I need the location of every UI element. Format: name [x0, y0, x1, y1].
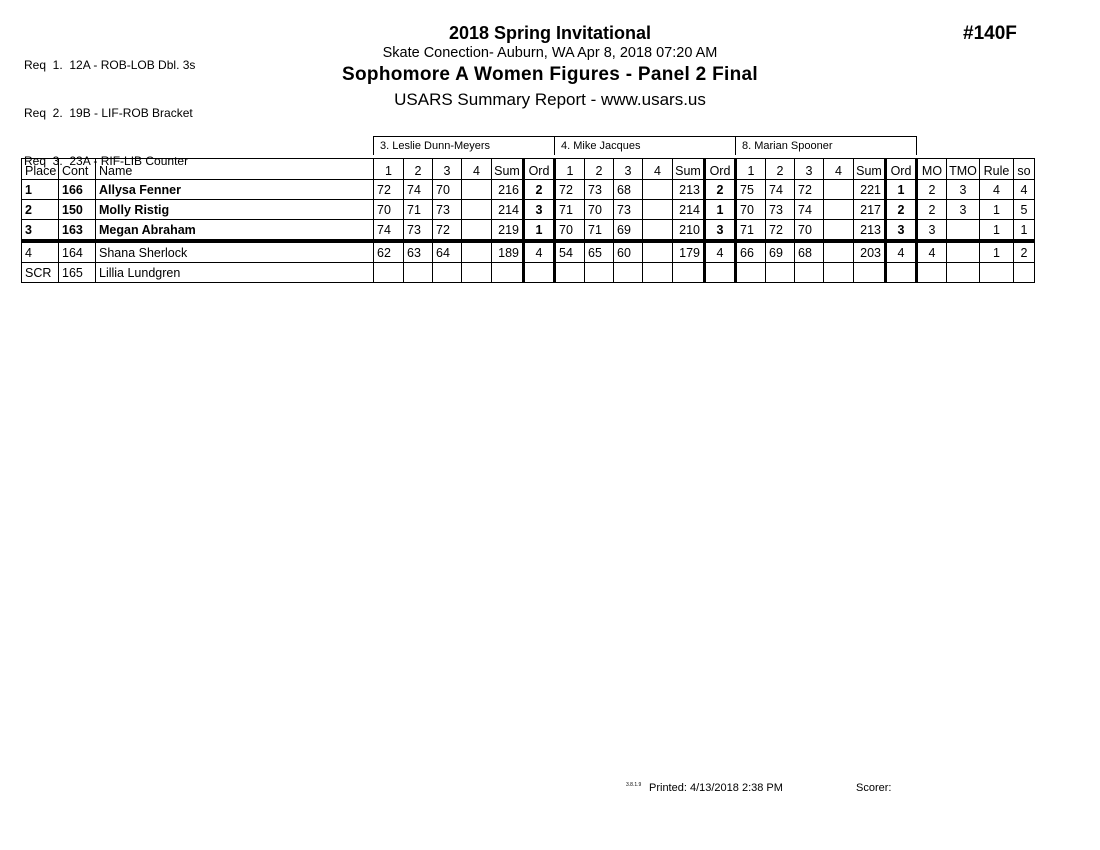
score-cell: 70 — [736, 200, 766, 220]
table-row — [22, 200, 1035, 220]
cont-cell: 150 — [59, 200, 96, 220]
requirement-2: Req 2. 19B - LIF-ROB Bracket — [24, 106, 193, 120]
score-cell — [824, 200, 854, 220]
score-cell: 70 — [433, 180, 462, 200]
score-cell: 71 — [585, 220, 614, 242]
tmo-cell — [947, 263, 980, 283]
score-cell: 72 — [555, 180, 585, 200]
j1-col-sum: Sum — [492, 159, 524, 180]
mo-cell: 4 — [917, 241, 947, 263]
name-cell: Allysa Fenner — [96, 180, 374, 200]
score-cell: 73 — [614, 200, 643, 220]
j1-col-2: 2 — [404, 159, 433, 180]
sum-cell: 210 — [673, 220, 705, 242]
mo-cell: 2 — [917, 200, 947, 220]
place-cell: 4 — [22, 241, 59, 263]
mo-cell: 3 — [917, 220, 947, 242]
ord-cell: 2 — [705, 180, 736, 200]
so-cell: 5 — [1014, 200, 1035, 220]
printed-timestamp: Printed: 4/13/2018 2:38 PM — [649, 782, 783, 794]
score-cell: 66 — [736, 241, 766, 263]
score-cell: 72 — [433, 220, 462, 242]
score-cell: 71 — [736, 220, 766, 242]
ord-cell: 3 — [524, 200, 555, 220]
col-rule-header: Rule — [980, 159, 1014, 180]
j3-col-3: 3 — [795, 159, 824, 180]
score-cell — [374, 263, 404, 283]
score-cell: 60 — [614, 241, 643, 263]
ord-cell: 1 — [524, 220, 555, 242]
score-cell: 75 — [736, 180, 766, 200]
score-cell: 74 — [374, 220, 404, 242]
ord-cell — [886, 263, 917, 283]
sum-cell: 221 — [854, 180, 886, 200]
score-cell: 72 — [766, 220, 795, 242]
ord-cell: 1 — [886, 180, 917, 200]
table-row — [22, 220, 1035, 242]
requirement-1: Req 1. 12A - ROB-LOB Dbl. 3s — [24, 58, 196, 72]
sum-cell: 213 — [673, 180, 705, 200]
so-cell: 4 — [1014, 180, 1035, 200]
score-cell: 71 — [555, 200, 585, 220]
ord-cell: 4 — [705, 241, 736, 263]
score-cell: 74 — [766, 180, 795, 200]
judge-3-name: 8. Marian Spooner — [736, 137, 917, 156]
sum-cell: 213 — [854, 220, 886, 242]
place-cell: 3 — [22, 220, 59, 242]
mo-cell: 2 — [917, 180, 947, 200]
score-cell — [462, 180, 492, 200]
ord-cell: 1 — [705, 200, 736, 220]
ord-cell: 3 — [886, 220, 917, 242]
cont-cell: 164 — [59, 241, 96, 263]
rule-cell: 4 — [980, 180, 1014, 200]
so-cell: 1 — [1014, 220, 1035, 242]
sum-cell: 179 — [673, 241, 705, 263]
score-cell: 70 — [555, 220, 585, 242]
score-cell: 74 — [404, 180, 433, 200]
sum-cell: 219 — [492, 220, 524, 242]
score-cell — [643, 263, 673, 283]
table-row — [22, 180, 1035, 200]
sum-cell: 203 — [854, 241, 886, 263]
score-cell: 72 — [795, 180, 824, 200]
score-cell: 65 — [585, 241, 614, 263]
ord-cell: 2 — [886, 200, 917, 220]
score-cell: 70 — [795, 220, 824, 242]
col-name-header: Name — [96, 159, 374, 180]
j2-col-1: 1 — [555, 159, 585, 180]
j3-col-4: 4 — [824, 159, 854, 180]
j1-col-1: 1 — [374, 159, 404, 180]
requirement-3: Req 3. 23A - RIF-LIB Counter — [24, 154, 189, 168]
rule-cell: 1 — [980, 241, 1014, 263]
mo-cell — [917, 263, 947, 283]
ord-cell — [705, 263, 736, 283]
tmo-cell — [947, 241, 980, 263]
score-cell — [614, 263, 643, 283]
ord-cell: 3 — [705, 220, 736, 242]
competition-title: 2018 Spring Invitational — [448, 23, 652, 43]
score-cell — [766, 263, 795, 283]
col-cont-header: Cont — [59, 159, 96, 180]
software-version: 3.8.1.9 — [626, 782, 642, 788]
score-cell — [824, 220, 854, 242]
sum-cell — [854, 263, 886, 283]
score-cell: 69 — [614, 220, 643, 242]
score-cell — [643, 200, 673, 220]
name-cell: Megan Abraham — [96, 220, 374, 242]
place-cell: 1 — [22, 180, 59, 200]
score-cell — [433, 263, 462, 283]
score-cell — [585, 263, 614, 283]
col-place-header: Place — [22, 159, 59, 180]
event-title: Sophomore A Women Figures - Panel 2 Final — [342, 64, 758, 85]
score-cell — [795, 263, 824, 283]
sum-cell: 216 — [492, 180, 524, 200]
ord-cell: 4 — [886, 241, 917, 263]
score-cell: 69 — [766, 241, 795, 263]
j3-col-ord: Ord — [886, 159, 917, 180]
score-cell — [462, 241, 492, 263]
rule-cell — [980, 263, 1014, 283]
sum-cell — [492, 263, 524, 283]
score-cell: 70 — [374, 200, 404, 220]
ord-cell: 2 — [524, 180, 555, 200]
so-cell — [1014, 263, 1035, 283]
j1-col-3: 3 — [433, 159, 462, 180]
score-cell: 73 — [433, 200, 462, 220]
scorer-label: Scorer: — [856, 782, 892, 794]
score-cell: 73 — [585, 180, 614, 200]
venue-date: Skate Conection- Auburn, WA Apr 8, 2018 07:20 AM — [382, 45, 718, 61]
score-cell — [555, 263, 585, 283]
score-cell — [462, 220, 492, 242]
score-cell: 72 — [374, 180, 404, 200]
score-cell — [643, 241, 673, 263]
sum-cell: 214 — [673, 200, 705, 220]
place-cell: 2 — [22, 200, 59, 220]
sum-cell: 217 — [854, 200, 886, 220]
score-cell: 73 — [404, 220, 433, 242]
table-row — [22, 263, 1035, 283]
cont-cell: 163 — [59, 220, 96, 242]
score-cell — [824, 180, 854, 200]
score-cell: 68 — [614, 180, 643, 200]
col-mo-header: MO — [917, 159, 947, 180]
score-cell: 64 — [433, 241, 462, 263]
results-table — [21, 158, 1035, 283]
j2-col-sum: Sum — [673, 159, 705, 180]
score-cell: 54 — [555, 241, 585, 263]
report-title: USARS Summary Report - www.usars.us — [394, 90, 706, 109]
cont-cell: 166 — [59, 180, 96, 200]
table-row — [22, 241, 1035, 263]
score-cell — [824, 263, 854, 283]
score-cell: 73 — [766, 200, 795, 220]
col-tmo-header: TMO — [947, 159, 980, 180]
j2-col-4: 4 — [643, 159, 673, 180]
score-cell — [643, 180, 673, 200]
rule-cell: 1 — [980, 220, 1014, 242]
score-cell: 74 — [795, 200, 824, 220]
judge-1-name: 3. Leslie Dunn-Meyers — [374, 137, 555, 156]
score-cell: 68 — [795, 241, 824, 263]
place-cell: SCR — [22, 263, 59, 283]
score-cell — [462, 263, 492, 283]
score-cell — [736, 263, 766, 283]
name-cell: Molly Ristig — [96, 200, 374, 220]
j2-col-2: 2 — [585, 159, 614, 180]
j1-col-4: 4 — [462, 159, 492, 180]
score-cell — [462, 200, 492, 220]
sum-cell: 214 — [492, 200, 524, 220]
score-cell: 63 — [404, 241, 433, 263]
score-cell: 70 — [585, 200, 614, 220]
name-cell: Lillia Lundgren — [96, 263, 374, 283]
name-cell: Shana Sherlock — [96, 241, 374, 263]
sum-cell — [673, 263, 705, 283]
ord-cell — [524, 263, 555, 283]
cont-cell: 165 — [59, 263, 96, 283]
score-cell — [404, 263, 433, 283]
j2-col-3: 3 — [614, 159, 643, 180]
j1-col-ord: Ord — [524, 159, 555, 180]
judge-2-name: 4. Mike Jacques — [555, 137, 736, 156]
ord-cell: 4 — [524, 241, 555, 263]
col-so-header: so — [1014, 159, 1035, 180]
score-cell — [643, 220, 673, 242]
tmo-cell: 3 — [947, 200, 980, 220]
score-cell: 71 — [404, 200, 433, 220]
tmo-cell — [947, 220, 980, 242]
j2-col-ord: Ord — [705, 159, 736, 180]
rule-cell: 1 — [980, 200, 1014, 220]
tmo-cell: 3 — [947, 180, 980, 200]
judges-header — [373, 136, 917, 155]
so-cell: 2 — [1014, 241, 1035, 263]
sum-cell: 189 — [492, 241, 524, 263]
j3-col-2: 2 — [766, 159, 795, 180]
header-row — [22, 159, 1035, 180]
j3-col-sum: Sum — [854, 159, 886, 180]
score-cell: 62 — [374, 241, 404, 263]
j3-col-1: 1 — [736, 159, 766, 180]
event-number: #140F — [963, 23, 1017, 44]
score-cell — [824, 241, 854, 263]
